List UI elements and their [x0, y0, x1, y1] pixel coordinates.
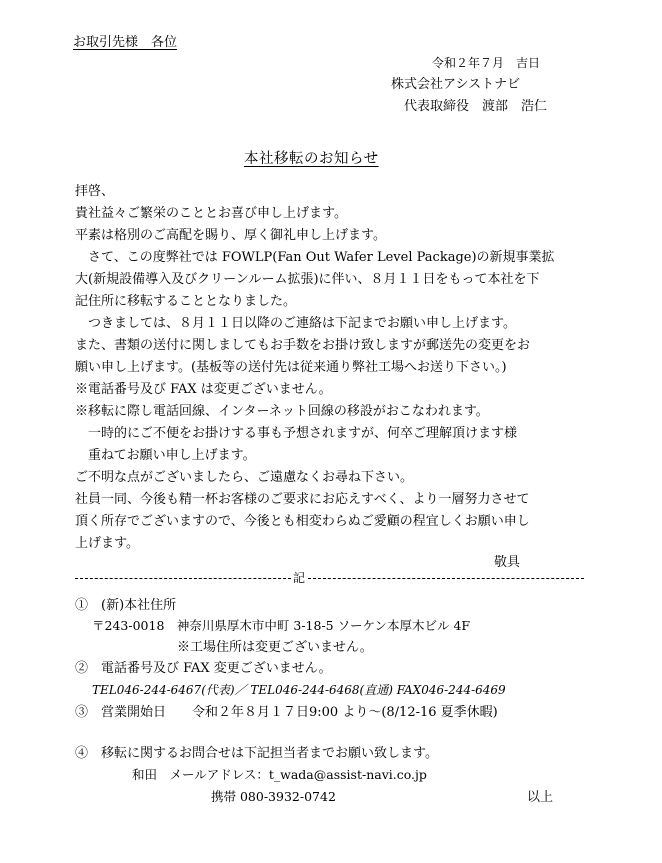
end-mark: 以上	[527, 790, 554, 805]
body-line: 平素は格別のご高配を賜り、厚く御礼申し上げます。	[75, 228, 386, 243]
body-line: さて、この度弊社では FOWLP(Fan Out Wafer Level Package)の新規事業拡	[75, 250, 555, 265]
body-line: 願い申し上げます。(基板等の送付先は従来通り弊社工場へお送り下さい。)	[75, 360, 507, 375]
body-line: 貴社益々ご繁栄のこととお喜び申し上げます。	[75, 206, 347, 221]
item2-title: ② 電話番号及び FAX 変更ございません。	[75, 661, 332, 676]
item1-title: ① (新)本社住所	[75, 598, 177, 613]
divider-left	[75, 578, 291, 579]
body-line: 一時的にご不便をお掛けする事も予想されますが、何卒ご理解頂けます様	[75, 426, 518, 441]
item1-note: ※工場住所は変更ございません。	[177, 640, 373, 655]
item4-title: ④ 移転に関するお問合せは下記担当者までお願い致します。	[75, 746, 438, 761]
body-line: 拝啓、	[75, 184, 115, 199]
company-name: 株式会社アシストナビ	[391, 77, 521, 92]
body-line: 上げます。	[75, 536, 139, 551]
body-line: 頂く所存でございますので、今後とも相変わらぬご愛顧の程宜しくお願い申し	[75, 514, 530, 529]
body-line: 大(新規設備導入及びクリーンルーム拡張)に伴い、８月１１日をもって本社を下	[75, 272, 540, 287]
item2-numbers: TEL046-244-6467(代表)／ TEL046-244-6468(直通) FAX046-244-6469	[92, 683, 506, 697]
body-line: 社員一同、今後も精一杯お客様のご要求にお応えすべく、より一層努力させて	[75, 492, 530, 507]
body-line: ※移転に際し電話回線、インターネット回線の移設がおこなわれます。	[75, 404, 489, 419]
closing-keigu: 敬具	[494, 555, 521, 570]
body-line: ご不明な点がございましたら、ご遠慮なくお尋ね下さい。	[75, 470, 414, 485]
recipient: お取引先様 各位	[73, 35, 178, 50]
body-line: ※電話番号及び FAX は変更ございません。	[75, 382, 332, 397]
body-line: 記住所に移転することとなりました。	[75, 294, 297, 309]
item3-start-date: ③ 営業開始日 令和２年８月１７日9:00 より～(8/12-16 夏季休暇)	[75, 705, 498, 720]
item1-address: 〒243-0018 神奈川県厚木市中町 3-18-5 ソーケン本厚木ビル 4F	[92, 618, 471, 633]
contact-name-email: 和田 メールアドレス：t_wada@assist-navi.co.jp	[132, 767, 427, 782]
contact-mobile: 携帯 080-3932-0742	[211, 789, 336, 804]
divider-label: 記	[293, 571, 306, 585]
date: 令和２年７月 吉日	[432, 56, 541, 70]
divider-right	[308, 578, 584, 579]
page-title: 本社移転のお知らせ	[244, 151, 379, 167]
representative: 代表取締役 渡部 浩仁	[404, 99, 548, 114]
body-line: つきましては、８月１１日以降のご連絡は下記までお願い申し上げます。	[75, 316, 516, 331]
body-line: また、書類の送付に関しましてもお手数をお掛け致しますが郵送先の変更をお	[75, 338, 531, 353]
body-line: 重ねてお願い申し上げます。	[75, 448, 256, 463]
